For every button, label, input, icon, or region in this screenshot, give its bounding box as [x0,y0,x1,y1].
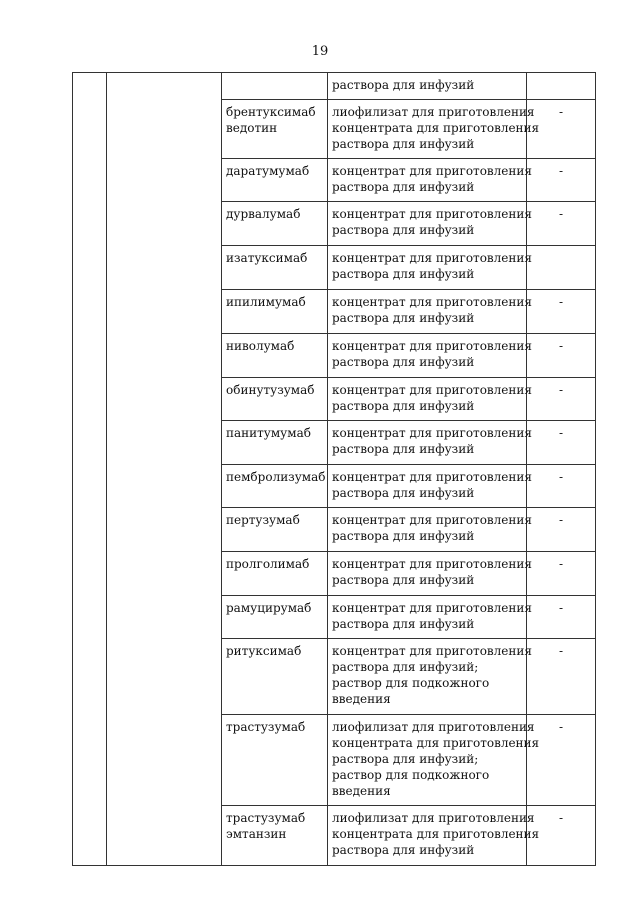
dosage-form-cell-line: концентрат для приготовления [332,383,532,397]
drug-name-cell-line: пертузумаб [226,513,300,527]
dosage-form-cell-line: концентрат для приготовления [332,426,532,440]
drug-name-cell-line: пролголимаб [226,557,310,571]
mark-cell: - [527,639,596,715]
drug-name-cell [222,421,328,465]
drug-name-cell [222,465,328,508]
dosage-form-cell-line: раствора для инфузий [332,573,475,587]
dosage-form-cell [328,639,532,715]
dosage-form-cell-line: концентрат для приготовления [332,164,532,178]
drug-name-cell [222,334,328,378]
dosage-form-cell-line: раствора для инфузий [332,267,475,281]
drug-name-cell-line: рамуцирумаб [226,601,312,615]
drug-name-cell [222,715,328,806]
dosage-form-cell-line: концентрат для приготовления [332,601,532,615]
drug-name-cell [222,552,328,596]
drug-name-cell-line: изатуксимаб [226,251,308,265]
drug-name-cell [222,596,328,639]
dosage-form-cell-line: концентрат для приготовления [332,251,532,265]
dosage-form-cell-line: концентрат для приготовления [332,470,532,484]
dosage-form-cell [328,378,532,421]
dosage-form-cell-line: раствора для инфузий [332,223,475,237]
drug-name-cell-line: дурвалумаб [226,207,301,221]
dosage-form-cell-line: раствора для инфузий; [332,660,479,674]
dosage-form-cell-line: введения [332,784,391,798]
mark-cell: - [527,159,596,202]
mark-cell [527,73,596,100]
drug-name-cell [222,806,328,866]
drug-name-cell [222,378,328,421]
empty-cell-subgroup [107,73,222,866]
drug-name-cell-line: обинутузумаб [226,383,315,397]
drug-table [72,72,596,866]
drug-name-cell [222,202,328,246]
drug-name-cell-line: трастузумаб [226,811,306,825]
dosage-form-cell [328,715,540,806]
dosage-form-cell-line: лиофилизат для приготовления [332,105,535,119]
dosage-form-cell [328,334,532,378]
mark-cell: - [527,715,596,806]
mark-cell: - [527,378,596,421]
dosage-form-cell [328,806,540,866]
drug-name-cell [222,100,328,159]
drug-name-cell-line: эмтанзин [226,827,287,841]
dosage-form-cell-line: раствора для инфузий [332,78,475,92]
dosage-form-cell-line: раствора для инфузий [332,442,475,456]
mark-cell: - [527,202,596,246]
dosage-form-cell-line: концентрата для приготовления [332,121,540,135]
dosage-form-cell [328,465,532,508]
dosage-form-cell-line: раствора для инфузий; [332,752,479,766]
drug-name-cell-line: брентуксимаб [226,105,316,119]
dosage-form-cell-line: раствор для подкожного [332,768,490,782]
drug-name-cell [222,290,328,334]
mark-cell [527,246,596,290]
empty-cell-group [73,73,107,866]
mark-cell: - [527,465,596,508]
drug-name-cell-line: даратумумаб [226,164,310,178]
mark-cell: - [527,334,596,378]
dosage-form-cell-line: концентрата для приготовления [332,736,540,750]
dosage-form-cell-line: лиофилизат для приготовления [332,811,535,825]
drug-name-cell-line: ипилимумаб [226,295,306,309]
mark-cell: - [527,596,596,639]
dosage-form-cell-line: раствора для инфузий [332,137,475,151]
dosage-form-cell [328,159,532,202]
drug-name-cell-line: пембролизумаб [226,470,326,484]
dosage-form-cell-line: введения [332,692,391,706]
dosage-form-cell [328,421,532,465]
drug-name-cell-line: ведотин [226,121,278,135]
mark-cell: - [527,290,596,334]
dosage-form-cell [328,290,532,334]
dosage-form-cell-line: раствора для инфузий [332,529,475,543]
dosage-form-cell-line: раствора для инфузий [332,355,475,369]
mark-cell: - [527,421,596,465]
drug-name-cell [222,73,328,100]
dosage-form-cell-line: концентрат для приготовления [332,295,532,309]
drug-name-cell [222,246,328,290]
dosage-form-cell [328,508,532,552]
dosage-form-cell [328,246,532,290]
drug-name-cell-line: трастузумаб [226,720,306,734]
dosage-form-cell [328,596,532,639]
mark-cell: - [527,552,596,596]
dosage-form-cell-line: раствора для инфузий [332,617,475,631]
dosage-form-cell-line: раствор для подкожного [332,676,490,690]
drug-name-cell [222,508,328,552]
mark-cell: - [527,806,596,866]
dosage-form-cell-line: концентрат для приготовления [332,207,532,221]
drug-name-cell-line: панитумумаб [226,426,311,440]
drug-name-cell [222,639,328,715]
drug-name-cell [222,159,328,202]
dosage-form-cell-line: раствора для инфузий [332,180,475,194]
dosage-form-cell-line: концентрат для приготовления [332,644,532,658]
page-number: 19 [311,44,329,59]
dosage-form-cell [328,100,540,159]
drug-name-cell-line: ритуксимаб [226,644,302,658]
dosage-form-cell-line: концентрат для приготовления [332,557,532,571]
drug-name-cell-line: ниволумаб [226,339,295,353]
dosage-form-cell-line: раствора для инфузий [332,486,475,500]
dosage-form-cell-line: концентрата для приготовления [332,827,540,841]
table-row [73,73,596,100]
mark-cell: - [527,100,596,159]
dosage-form-cell [328,202,532,246]
dosage-form-cell-line: раствора для инфузий [332,843,475,857]
dosage-form-cell-line: лиофилизат для приготовления [332,720,535,734]
dosage-form-cell-line: раствора для инфузий [332,311,475,325]
mark-cell: - [527,508,596,552]
table-body [73,73,596,866]
dosage-form-cell [328,552,532,596]
dosage-form-cell-line: концентрат для приготовления [332,513,532,527]
dosage-form-cell-line: концентрат для приготовления [332,339,532,353]
dosage-form-cell [328,73,527,100]
dosage-form-cell-line: раствора для инфузий [332,399,475,413]
